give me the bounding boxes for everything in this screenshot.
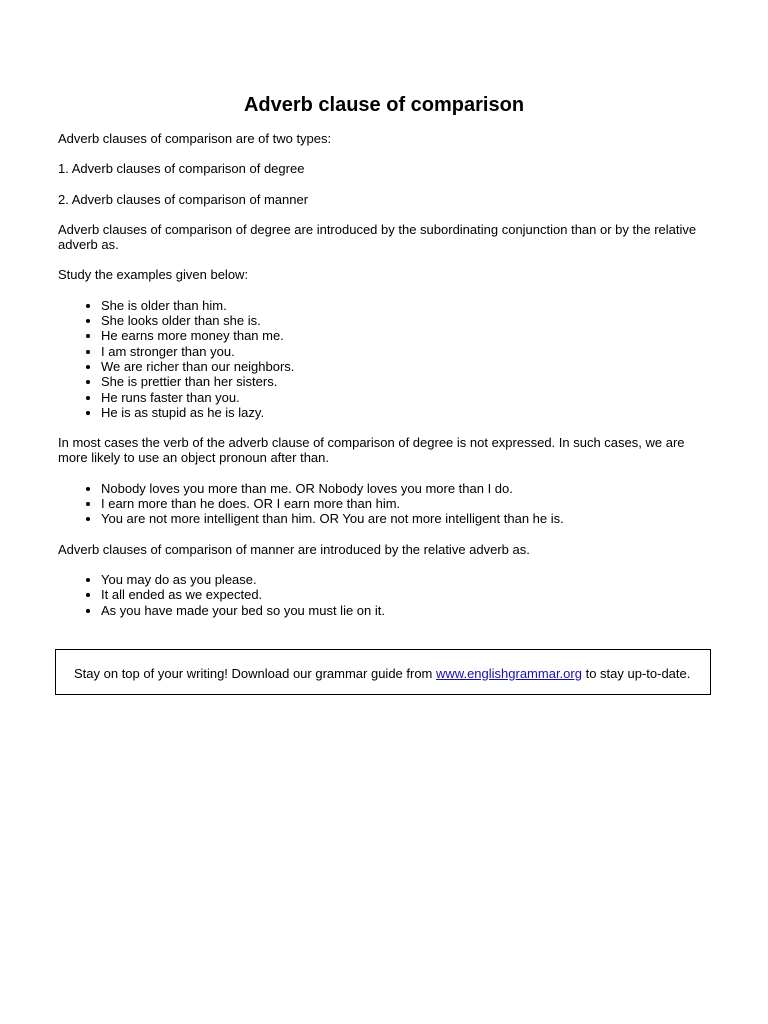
- pronoun-examples-list: [58, 481, 708, 527]
- list-item: • He runs faster than you.: [101, 390, 708, 405]
- type-degree-paragraph: 1. Adverb clauses of comparison of degree: [58, 161, 305, 177]
- list-item: • We are richer than our neighbors.: [101, 359, 708, 374]
- callout-text-before: Stay on top of your writing! Download our grammar guide from: [74, 666, 437, 681]
- list-item: • Nobody loves you more than me. OR Nobody loves you more than I do.: [101, 481, 708, 496]
- manner-intro-paragraph: Adverb clauses of comparison of manner are introduced by the relative adverb as.: [58, 541, 530, 557]
- englishgrammar-link[interactable]: www.englishgrammar.org: [436, 666, 582, 681]
- promo-callout-box: [55, 649, 711, 695]
- manner-examples-list: [58, 572, 708, 618]
- list-item: • You are not more intelligent than him. OR You are not more intelligent than he is.: [101, 511, 708, 526]
- list-item: • She looks older than she is.: [101, 313, 708, 328]
- verb-note-paragraph: In most cases the verb of the adverb clause of comparison of degree is not expressed. In such cases, we are more likely to use an object pronoun after than.: [58, 435, 685, 466]
- callout-text-after: to stay up-to-date.: [581, 666, 691, 681]
- list-item: • I earn more than he does. OR I earn more than him.: [101, 496, 708, 511]
- list-item: • She is older than him.: [101, 298, 708, 313]
- list-item: • He earns more money than me.: [101, 328, 708, 343]
- study-paragraph: Study the examples given below:: [58, 267, 249, 283]
- list-item: • It all ended as we expected.: [101, 587, 708, 602]
- promo-callout-text: [74, 666, 690, 681]
- degree-intro-paragraph: Adverb clauses of comparison of degree are introduced by the subordinating conjunction than or by the relative adverb as.: [58, 221, 697, 253]
- list-item: • I am stronger than you.: [101, 344, 708, 359]
- document-body: [58, 131, 708, 633]
- list-item: • She is prettier than her sisters.: [101, 374, 708, 389]
- type-manner-paragraph: 2. Adverb clauses of comparison of manner: [58, 191, 309, 207]
- list-item: • You may do as you please.: [101, 572, 708, 587]
- intro-paragraph: Adverb clauses of comparison are of two types:: [58, 131, 332, 146]
- list-item: • As you have made your bed so you must lie on it.: [101, 603, 708, 618]
- list-item: • He is as stupid as he is lazy.: [101, 405, 708, 420]
- page-title: Adverb clause of comparison: [243, 94, 525, 116]
- degree-examples-list: [58, 298, 708, 420]
